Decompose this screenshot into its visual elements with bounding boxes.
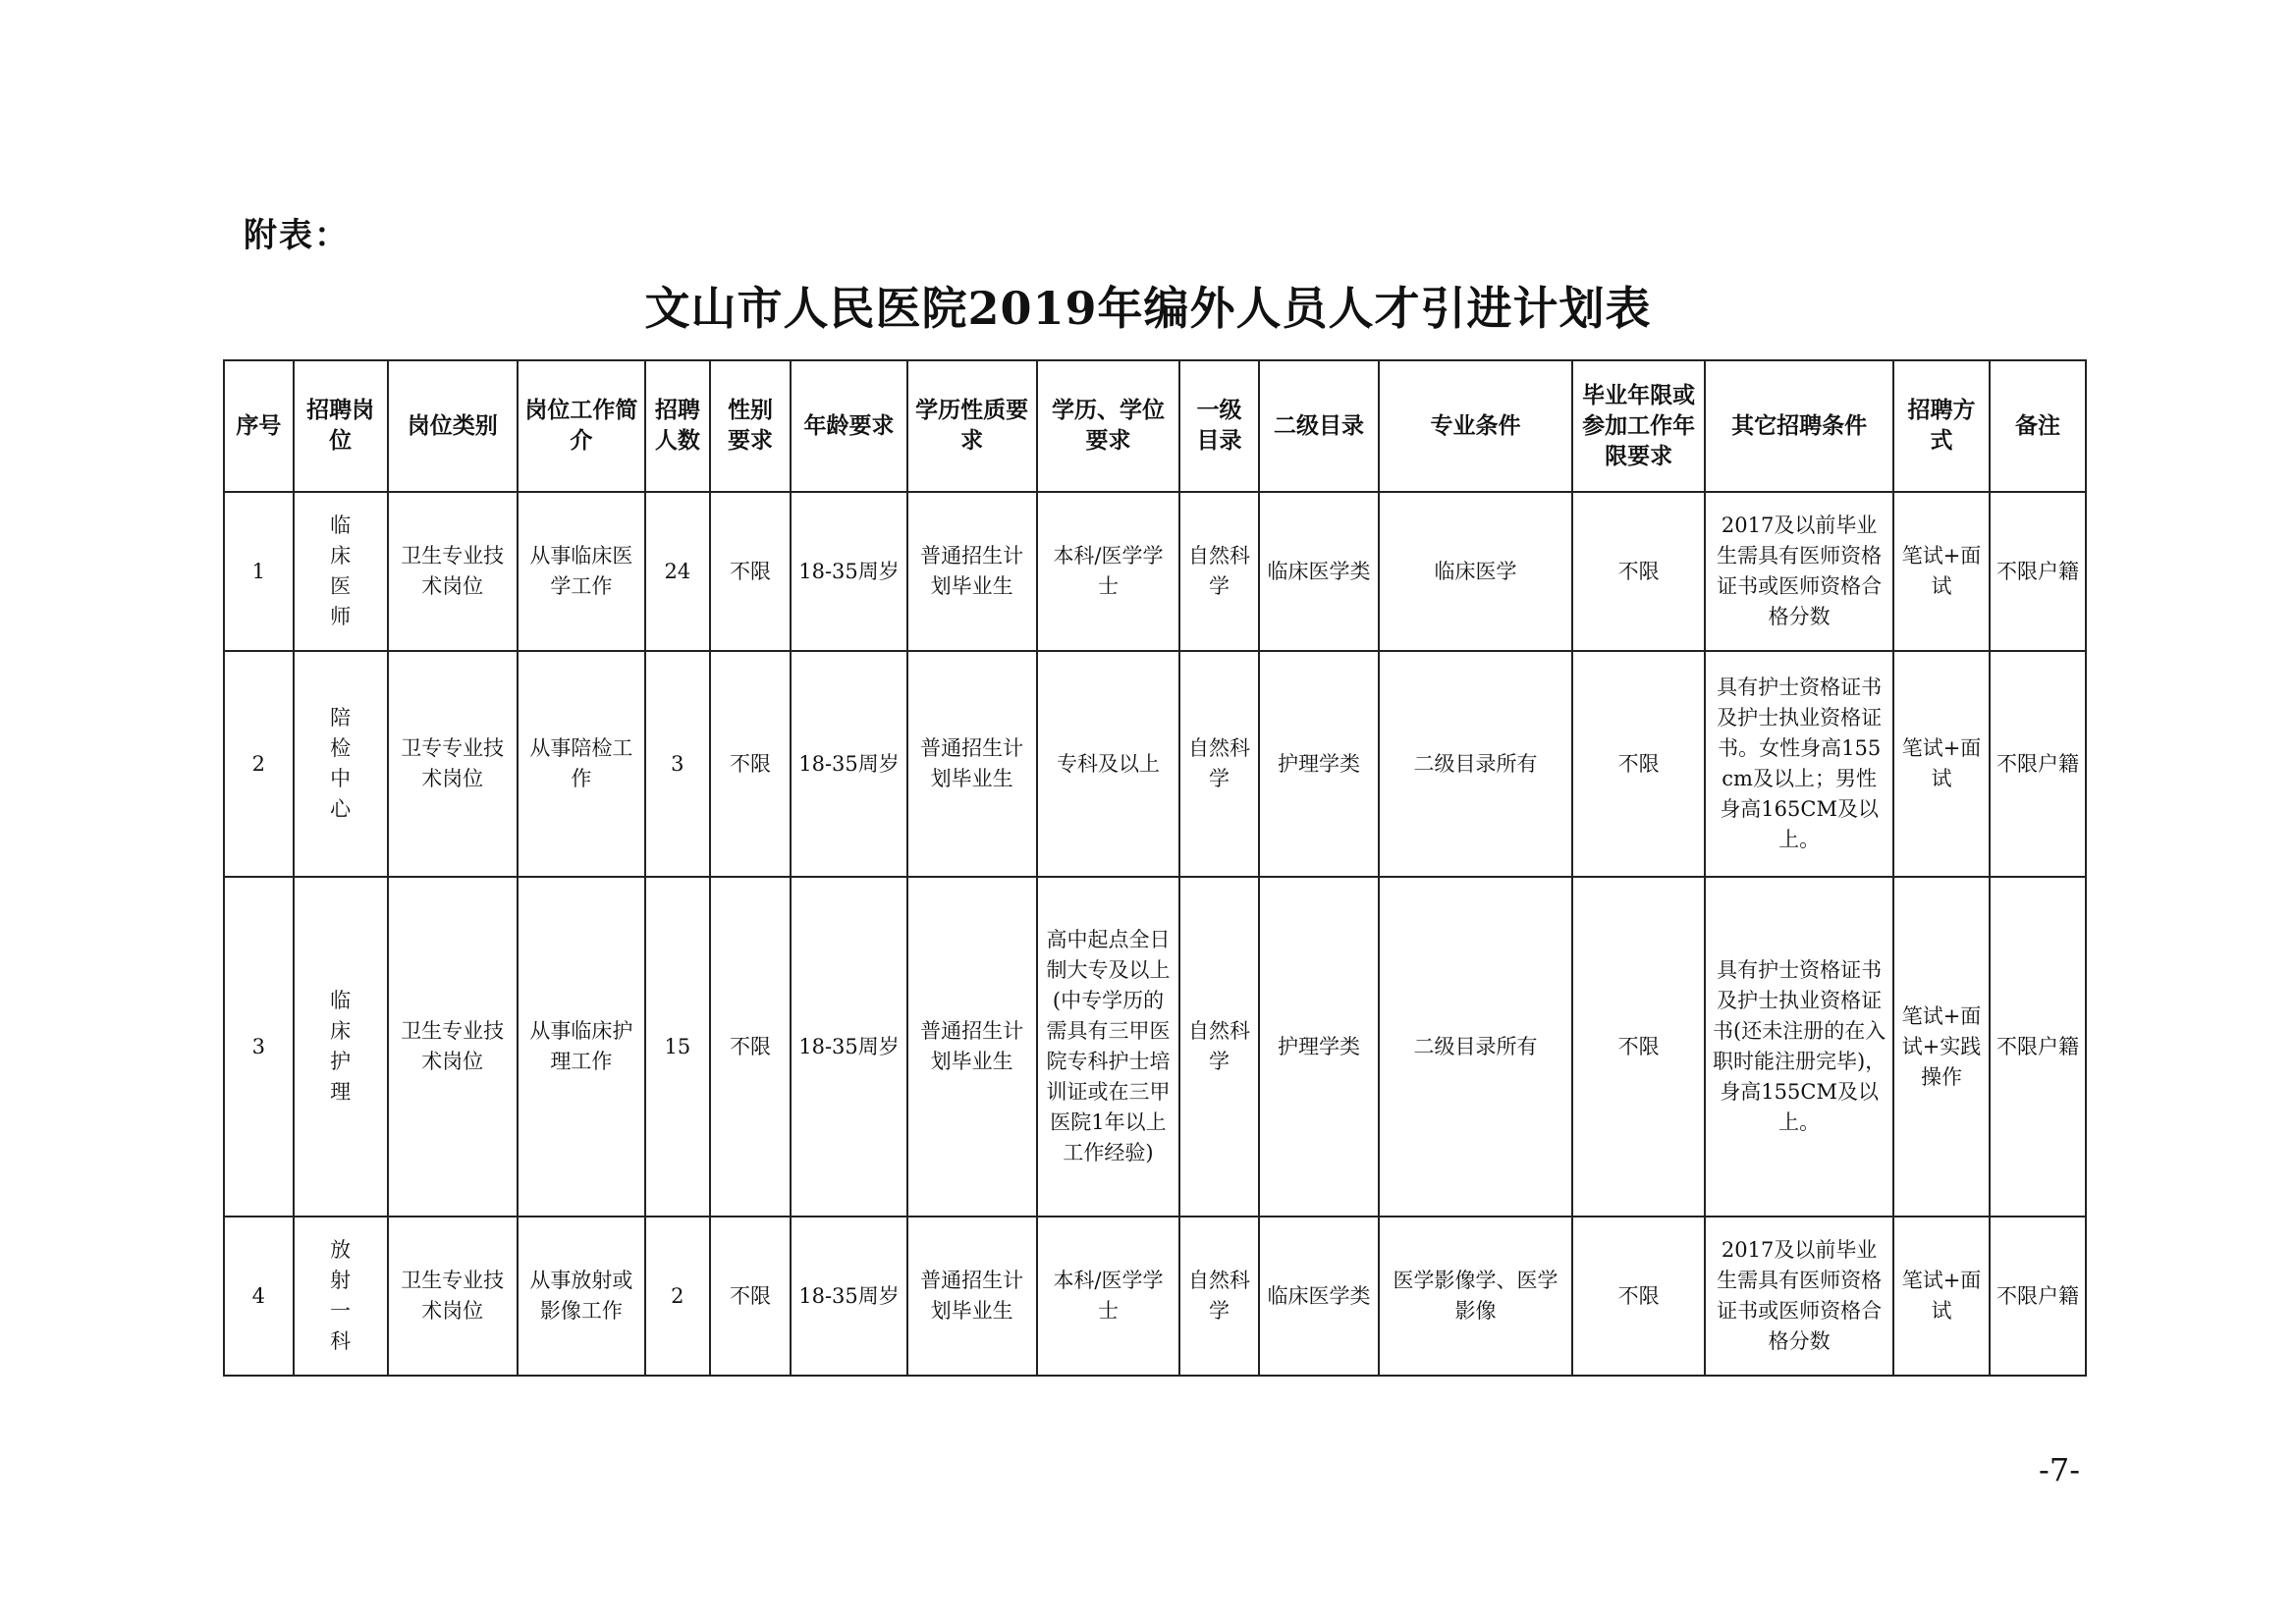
header-cell: 招聘方式 xyxy=(1893,360,1990,492)
cell-duty: 从事临床医学工作 xyxy=(518,492,645,651)
cell-other: 具有护士资格证书及护士执业资格证书(还未注册的在入职时能注册完毕)，身高155CM及以上。 xyxy=(1705,877,1893,1217)
cell-note: 不限户籍 xyxy=(1990,651,2086,877)
header-cell: 学历、学位要求 xyxy=(1037,360,1179,492)
cell-years: 不限 xyxy=(1572,492,1705,651)
cell-gender: 不限 xyxy=(710,492,792,651)
cell-degree: 本科/医学学士 xyxy=(1037,492,1179,651)
header-cell: 岗位工作简介 xyxy=(518,360,645,492)
cell-category: 卫专专业技术岗位 xyxy=(388,651,518,877)
cell-years: 不限 xyxy=(1572,877,1705,1217)
cell-years: 不限 xyxy=(1572,1217,1705,1376)
cell-education-type: 普通招生计划毕业生 xyxy=(907,651,1037,877)
header-cell: 学历性质要求 xyxy=(907,360,1037,492)
cell-major: 医学影像学、医学影像 xyxy=(1379,1217,1572,1376)
cell-years: 不限 xyxy=(1572,651,1705,877)
header-cell: 其它招聘条件 xyxy=(1705,360,1893,492)
header-cell: 招聘岗位 xyxy=(294,360,388,492)
cell-other: 2017及以前毕业生需具有医师资格证书或医师资格合格分数 xyxy=(1705,1217,1893,1376)
cell-degree: 专科及以上 xyxy=(1037,651,1179,877)
cell-major: 临床医学 xyxy=(1379,492,1572,651)
cell-gender: 不限 xyxy=(710,651,792,877)
cell-category: 卫生专业技术岗位 xyxy=(388,877,518,1217)
header-cell: 招聘人数 xyxy=(645,360,710,492)
cell-gender: 不限 xyxy=(710,877,792,1217)
table-row xyxy=(224,1217,2086,1376)
cell-headcount: 15 xyxy=(645,877,710,1217)
cell-major: 二级目录所有 xyxy=(1379,877,1572,1217)
cell-education-type: 普通招生计划毕业生 xyxy=(907,877,1037,1217)
cell-method: 笔试+面试 xyxy=(1893,492,1990,651)
cell-position xyxy=(294,492,388,651)
cell-index: 4 xyxy=(224,1217,294,1376)
cell-other: 2017及以前毕业生需具有医师资格证书或医师资格合格分数 xyxy=(1705,492,1893,651)
table-row xyxy=(224,651,2086,877)
cell-major: 二级目录所有 xyxy=(1379,651,1572,877)
cell-headcount: 3 xyxy=(645,651,710,877)
cell-duty: 从事陪检工作 xyxy=(518,651,645,877)
cell-age: 18-35周岁 xyxy=(791,492,906,651)
cell-level1: 自然科学 xyxy=(1179,877,1259,1217)
cell-category: 卫生专业技术岗位 xyxy=(388,1217,518,1376)
cell-note: 不限户籍 xyxy=(1990,1217,2086,1376)
cell-position xyxy=(294,1217,388,1376)
cell-index: 1 xyxy=(224,492,294,651)
cell-degree: 本科/医学学士 xyxy=(1037,1217,1179,1376)
cell-level2: 临床医学类 xyxy=(1259,492,1379,651)
cell-level2: 护理学类 xyxy=(1259,877,1379,1217)
header-cell: 二级目录 xyxy=(1259,360,1379,492)
cell-education-type: 普通招生计划毕业生 xyxy=(907,492,1037,651)
table-row xyxy=(224,492,2086,651)
page-number: -7- xyxy=(2039,1451,2080,1488)
cell-position-text: 临床护理 xyxy=(330,989,352,1104)
cell-note: 不限户籍 xyxy=(1990,877,2086,1217)
header-cell: 岗位类别 xyxy=(388,360,518,492)
header-cell: 一级目录 xyxy=(1179,360,1259,492)
cell-headcount: 2 xyxy=(645,1217,710,1376)
cell-degree: 高中起点全日制大专及以上(中专学历的需具有三甲医院专科护士培训证或在三甲医院1年以上工作经验) xyxy=(1037,877,1179,1217)
cell-duty: 从事放射或影像工作 xyxy=(518,1217,645,1376)
cell-method: 笔试+面试 xyxy=(1893,1217,1990,1376)
cell-method: 笔试+面试+实践操作 xyxy=(1893,877,1990,1217)
cell-duty: 从事临床护理工作 xyxy=(518,877,645,1217)
cell-position-text: 陪检中心 xyxy=(330,706,352,821)
cell-position-text: 临床医师 xyxy=(330,514,352,628)
cell-level1: 自然科学 xyxy=(1179,1217,1259,1376)
annex-label: 附表： xyxy=(244,216,350,255)
cell-level2: 临床医学类 xyxy=(1259,1217,1379,1376)
table-header-row xyxy=(224,360,2086,492)
cell-category: 卫生专业技术岗位 xyxy=(388,492,518,651)
cell-level1: 自然科学 xyxy=(1179,492,1259,651)
cell-position xyxy=(294,877,388,1217)
cell-education-type: 普通招生计划毕业生 xyxy=(907,1217,1037,1376)
cell-headcount: 24 xyxy=(645,492,710,651)
cell-age: 18-35周岁 xyxy=(791,651,906,877)
cell-age: 18-35周岁 xyxy=(791,877,906,1217)
cell-level1: 自然科学 xyxy=(1179,651,1259,877)
header-cell: 性别要求 xyxy=(710,360,792,492)
header-cell: 毕业年限或参加工作年限要求 xyxy=(1572,360,1705,492)
table-row xyxy=(224,877,2086,1217)
header-cell: 序号 xyxy=(224,360,294,492)
header-cell: 专业条件 xyxy=(1379,360,1572,492)
cell-level2: 护理学类 xyxy=(1259,651,1379,877)
document-title: 文山市人民医院2019年编外人员人才引进计划表 xyxy=(644,282,1652,335)
cell-note: 不限户籍 xyxy=(1990,492,2086,651)
recruitment-plan-table xyxy=(223,359,2087,1377)
cell-age: 18-35周岁 xyxy=(791,1217,906,1376)
cell-position xyxy=(294,651,388,877)
cell-index: 2 xyxy=(224,651,294,877)
cell-gender: 不限 xyxy=(710,1217,792,1376)
cell-other: 具有护士资格证书及护士执业资格证书。女性身高155cm及以上；男性身高165CM及以上。 xyxy=(1705,651,1893,877)
cell-index: 3 xyxy=(224,877,294,1217)
cell-method: 笔试+面试 xyxy=(1893,651,1990,877)
cell-position-text: 放射一科 xyxy=(330,1238,352,1353)
header-cell: 备注 xyxy=(1990,360,2086,492)
header-cell: 年龄要求 xyxy=(791,360,906,492)
